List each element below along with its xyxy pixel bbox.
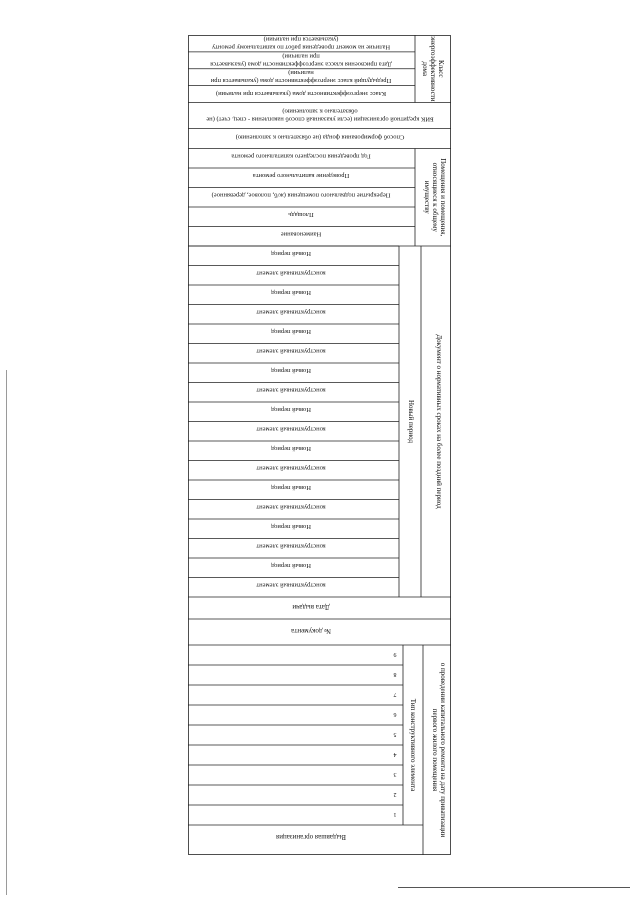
bank-details-row: обязательно к заполнению) (282, 107, 358, 115)
pair-element-label: конструктивный элемент (256, 503, 326, 511)
fund-method-row: Способ формирования фонда (не обязательно к заполнению) (235, 133, 405, 141)
element-number: 8 (393, 671, 397, 677)
issue-date-col-header: Дата выдачи (292, 603, 330, 611)
pair-period-label: Новый период (271, 523, 311, 530)
energy-row: (указывается при наличии) (263, 35, 339, 43)
left-margin-rule (6, 370, 7, 895)
element-number: 5 (393, 731, 397, 737)
element-number: 3 (393, 771, 397, 777)
common-property-row: Проведение капитального ремонта (252, 172, 350, 179)
pair-period-label: Новый период (271, 406, 311, 413)
energy-header: дома (421, 61, 429, 76)
doc-number-col-header: № документа (291, 627, 331, 635)
energy-row: наличии) (288, 69, 314, 77)
pair-element-label: конструктивный элемент (256, 347, 326, 355)
table-grid (188, 35, 451, 855)
common-property-header: относящиеся к общему (431, 162, 439, 232)
organization-col-header: Выдавшая организация (276, 833, 346, 841)
element-number: 9 (393, 651, 397, 657)
energy-row: Дата присвоения класса энергоэффективности дома (указывается (210, 60, 392, 68)
element-number: 4 (393, 751, 397, 757)
common-property-row: Год проведения последнего капитального ремонта (231, 152, 371, 160)
capital-repair-header: первого жилого помещения (431, 708, 439, 792)
energy-row: Класс энергоэффективности дома (указывается при наличии) (215, 90, 387, 98)
common-property-header: имуществу (423, 180, 431, 214)
common-property-row: Перекрытие подвального помещения (ж/б, половое, деревянное) (211, 191, 391, 199)
pair-element-label: конструктивный элемент (256, 425, 326, 433)
pair-element-label: конструктивный элемент (256, 581, 326, 589)
energy-row: при наличии) (282, 52, 320, 60)
pair-period-label: Новый период (271, 367, 311, 374)
energy-row: Предыдущий класс энергоэффективности дома (указывается при (210, 77, 392, 85)
common-property-header: Помещения и помещения, (439, 158, 447, 237)
pair-period-label: Новый период (271, 289, 311, 296)
new-period-header: Новый период (407, 399, 415, 444)
pair-element-label: конструктивный элемент (256, 464, 326, 472)
pair-period-label: Новый период (271, 445, 311, 452)
pair-period-label: Новый период (271, 484, 311, 491)
element-number: 7 (393, 691, 397, 697)
element-number: 1 (393, 811, 397, 817)
pair-period-label: Новый период (271, 250, 311, 257)
pair-element-label: конструктивный элемент (256, 308, 326, 316)
pair-element-label: конструктивный элемент (256, 542, 326, 550)
capital-repair-form-table (188, 35, 451, 855)
wear-doc-header: Документ о нормативных сроках на более поздний период (435, 334, 443, 509)
element-type-header: Тип конструктивного элемента (409, 698, 417, 792)
common-property-row: Площадь (288, 211, 314, 218)
bank-details-row: БИК кредитной организации (если указанный способ накопления - спец. счет) (не (206, 115, 434, 123)
element-number: 6 (393, 711, 397, 717)
pair-element-label: конструктивный элемент (256, 269, 326, 277)
element-number: 2 (393, 791, 397, 797)
pair-period-label: Новый период (271, 562, 311, 569)
capital-repair-header: о проведении капитального ремонта на дату приватизации (439, 662, 447, 838)
common-property-row: Наименование (280, 230, 322, 238)
energy-row: Наличие на момент проведения работ по капитальному ремонту (211, 43, 391, 51)
pair-period-label: Новый период (271, 328, 311, 335)
energy-header: энергоэффективности (429, 36, 437, 102)
energy-header: Класс (437, 60, 445, 78)
pair-element-label: конструктивный элемент (256, 386, 326, 394)
footer-rule (398, 887, 630, 888)
